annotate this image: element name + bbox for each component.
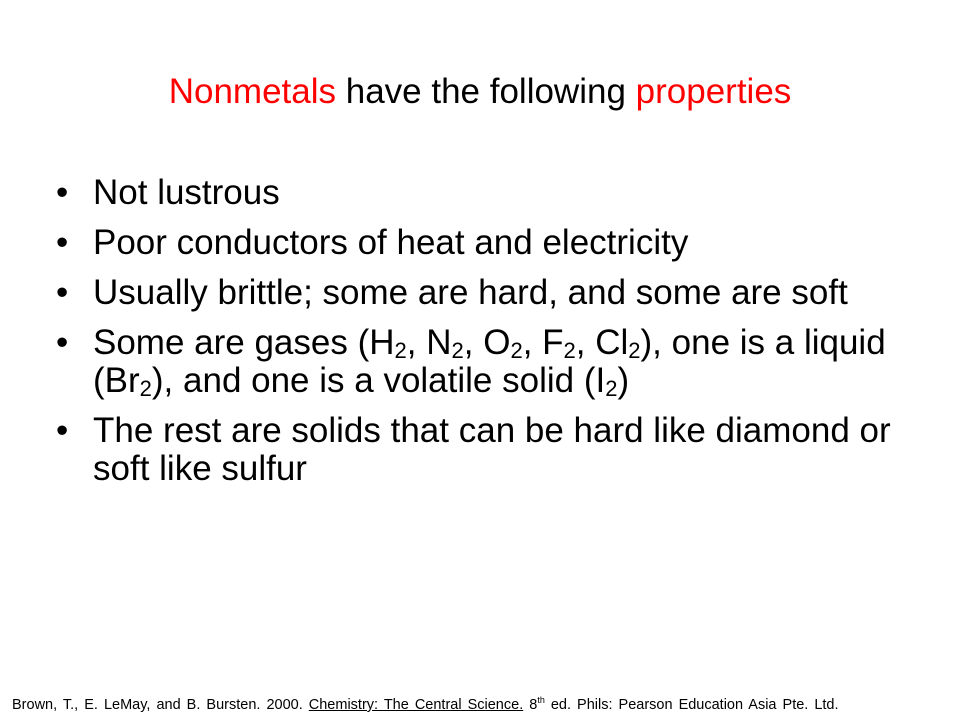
- subscript: 2: [628, 338, 641, 363]
- subscript: 2: [605, 376, 618, 401]
- text-segment: ): [617, 361, 630, 400]
- properties-bullet-list: [56, 174, 916, 500]
- title-word-properties: properties: [635, 72, 792, 111]
- bullet-dot-icon: •: [56, 173, 69, 212]
- bullet-dot-icon: •: [56, 223, 69, 262]
- text-segment: , Cl: [575, 323, 629, 362]
- slide-title: [0, 68, 960, 116]
- text-segment: , N: [406, 323, 452, 362]
- subscript: 2: [139, 376, 152, 401]
- citation-edition: 8: [523, 697, 538, 713]
- text-segment: ), and one is a volatile solid (I: [151, 361, 606, 400]
- text-segment: Some are gases (H: [93, 323, 395, 362]
- citation-book-title: Chemistry: The Central Science.: [308, 697, 524, 713]
- bullet-text: [93, 323, 886, 400]
- text-segment: , O: [463, 323, 511, 362]
- bullet-text: Poor conductors of heat and electricity: [93, 223, 689, 262]
- citation-publisher: ed. Phils: Pearson Education Asia Pte. Ltd.: [544, 697, 839, 713]
- subscript: 2: [394, 338, 407, 363]
- bullet-text: The rest are solids that can be hard like diamond or soft like sulfur: [93, 411, 891, 488]
- bullet-dot-icon: •: [56, 411, 69, 450]
- text-segment: ), one is a liquid (Br: [93, 323, 886, 400]
- bullet-poor-conductors: [56, 224, 916, 262]
- bullet-not-lustrous: [56, 174, 916, 212]
- title-word-nonmetals: Nonmetals: [168, 72, 336, 111]
- source-citation: [12, 696, 952, 714]
- text-segment: , F: [522, 323, 564, 362]
- citation-authors: Brown, T., E. LeMay, and B. Bursten. 2000.: [12, 697, 309, 713]
- subscript: 2: [563, 338, 576, 363]
- subscript: 2: [510, 338, 523, 363]
- title-middle-text: have the following: [336, 72, 636, 111]
- citation-edition-suffix: th: [537, 695, 545, 705]
- bullet-dot-icon: •: [56, 323, 69, 362]
- subscript: 2: [451, 338, 464, 363]
- bullet-dot-icon: •: [56, 273, 69, 312]
- bullet-some-are-gases: [56, 324, 916, 400]
- bullet-rest-are-solids: [56, 412, 916, 488]
- bullet-usually-brittle: [56, 274, 916, 312]
- bullet-text: Not lustrous: [93, 173, 280, 212]
- bullet-text: Usually brittle; some are hard, and some are soft: [93, 273, 848, 312]
